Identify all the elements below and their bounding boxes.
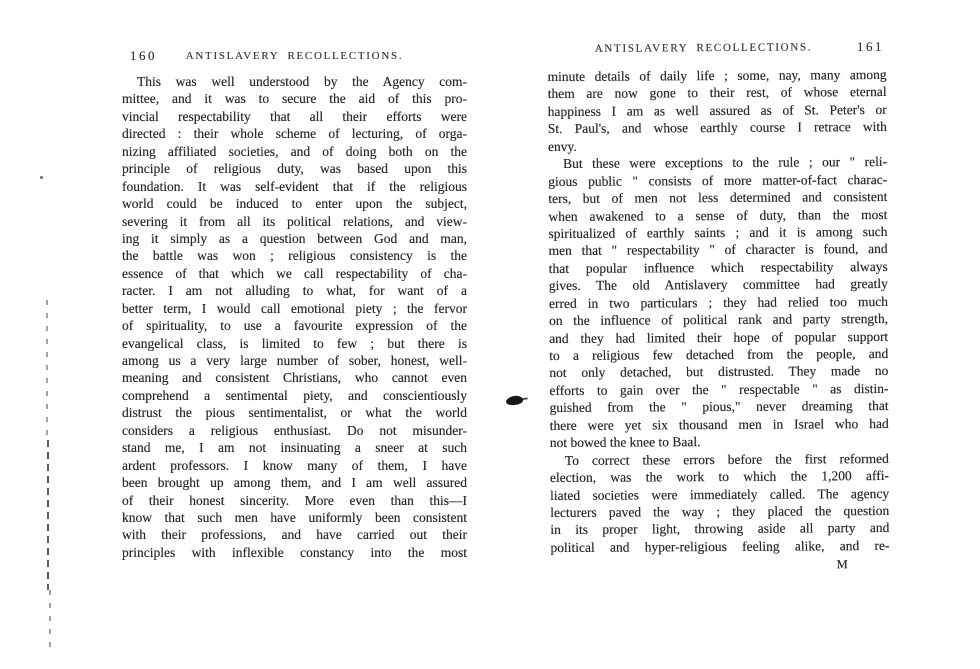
left-margin-scan-line [47,440,49,590]
text-line: principle of religious duty, was based upon this [122,161,467,177]
text-line: foundation. It was self-evident that if the religious [122,178,467,194]
right-running-head-row [549,38,888,59]
text-line: distrust the pious sentimentalist, or what the world [122,405,467,421]
right-page-text-column [548,66,890,556]
text-line: principles with inflexible constancy into the most [122,544,467,560]
text-line: the battle was won ; religious consistency is the [122,248,467,264]
text-line: This was well understood by the Agency com- [137,74,467,89]
text-line: political and hyper-religious feeling alike, and re- [550,537,890,555]
text-line: erred in two particulars ; they had relied too much [548,293,888,311]
text-line: of spirituality, to use a favourite expression of the [122,318,467,334]
left-margin-scan-line [46,300,48,440]
text-line: directed : their whole scheme of lecturing, of orga- [122,126,467,142]
text-line: better term, I would call emotional piety ; the fervor [122,300,467,316]
left-page-number: 160 [130,48,157,63]
text-line: in its proper light, throwing aside all party and [550,520,890,538]
text-line: lecturers paved the way ; they placed the question [550,502,890,520]
text-line: on the influence of political rank and party strength, [549,311,889,329]
text-line: when awakened to a sense of duty, than the most [548,206,888,224]
text-line: gious public " consists of more matter-of-fact charac- [548,171,888,189]
left-page-body [122,73,467,561]
text-line: severing it from all its political relations, and view- [122,213,467,229]
text-line: liated societies were immediately called. The agency [550,485,890,503]
text-line: But these were exceptions to the rule ; our " reli- [563,154,888,172]
text-line: there were yet six thousand men in Israel who had [549,415,889,433]
text-line: world could be induced to enter upon the subject, [122,196,467,212]
text-line: not only detached, but distrusted. They made no [549,363,889,381]
text-line: happiness I am as well assured as of St. Peter's or [547,101,887,119]
text-line: spiritualized of earthly saints ; and it is among such [548,223,888,241]
right-running-head: ANTISLAVERY RECOLLECTIONS. [594,41,813,55]
left-running-head-row [122,50,467,66]
text-line: ardent professors. I know many of them, I have [122,457,467,473]
text-line: efforts to gain over the " respectable " as distin- [549,380,889,398]
text-line: guished from the " pious," never dreaming that [549,398,889,416]
text-line: and they had limited their hope of popular support [549,328,889,346]
text-line: with their professions, and have carried out their [122,527,467,543]
text-line: St. Paul's, and whose earthly course I retrace with [547,119,887,137]
left-page-text-column [122,73,467,561]
left-page [122,50,467,66]
text-line: know that such men have uniformly been consistent [122,509,467,525]
text-line: mittee, and it was to secure the aid of this pro- [122,91,467,107]
text-line: essence of that which we call respectability of cha- [122,265,467,281]
signature-mark: M [836,557,849,572]
text-line: ters, but of men not less determined and consistent [548,189,888,207]
text-line: not bowed the knee to Baal. [549,434,701,451]
text-line: envy. [547,138,577,154]
text-line: election, was the work to which the 1,200 affi- [549,468,890,486]
text-line: of their honest sincerity. More even than this—I [122,492,467,508]
text-line: meaning and consistent Christians, who cannot even [122,370,467,386]
text-line: nizing affiliated societies, and of doing both on the [122,143,467,159]
text-line: to a religious few detached from the people, and [549,345,889,364]
text-line: stand me, I am not insinuating a sneer at such [122,440,467,456]
text-line: them are now gone to their rest, of whose eternal [547,84,887,102]
text-line: To correct these errors before the first reformed [564,450,889,468]
text-line: that popular influence which respectability always [548,258,888,276]
left-running-head: ANTISLAVERY RECOLLECTIONS. [185,50,404,62]
text-line: been brought up among them, and I am well assured [122,475,467,491]
text-line: comprehend a sentimental piety, and conscientiously [122,387,467,403]
left-margin-scan-line [49,590,51,648]
text-line: among us a very large number of sober, honest, well- [122,353,467,368]
text-line: evangelical class, is limited to few ; but there is [122,335,467,351]
right-page-number: 161 [856,38,885,55]
text-line: minute details of daily life ; some, nay, many among [547,66,887,85]
ink-blot-artifact [506,395,524,406]
text-line: gives. The old Antislavery committee had greatly [548,276,888,294]
text-line: considers a religious enthusiast. Do not misunder- [122,422,467,438]
scan-speck-artifact [40,176,43,179]
text-line: ing it simply as a question between God and man, [122,230,467,246]
text-line: racter. I am not alluding to what, for want of a [122,283,467,299]
right-page-body [547,66,890,572]
text-line: men that " respectability " of character is found, and [548,241,888,259]
right-page [549,38,888,59]
text-line: vincial respectability that all their efforts were [122,108,467,124]
